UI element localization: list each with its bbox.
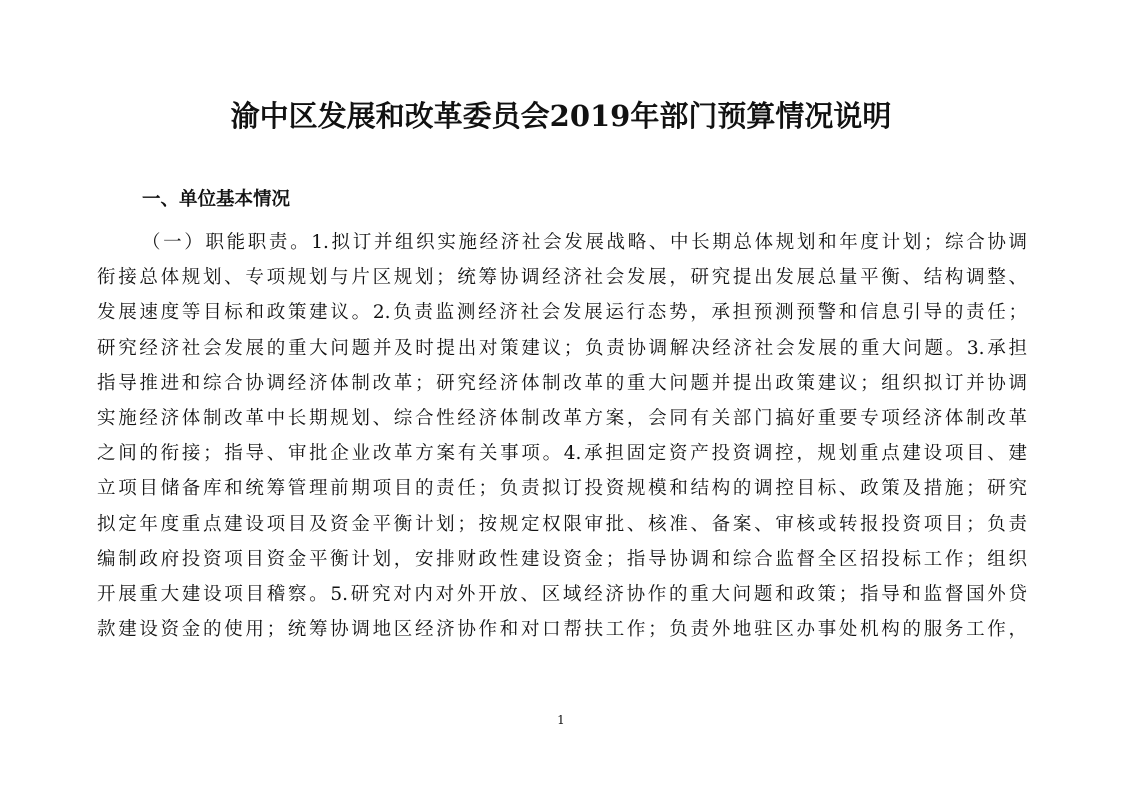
paragraph-line: 拟定年度重点建设项目及资金平衡计划；按规定权限审批、核准、备案、审核或转报投资项目；负责 <box>97 513 1027 535</box>
page-number: 1 <box>557 713 565 727</box>
page-title: 渝中区发展和改革委员会2019年部门预算情况说明 <box>230 99 892 133</box>
paragraph-body <box>97 225 1027 647</box>
paragraph-line: 实施经济体制改革中长期规划、综合性经济体制改革方案，会同有关部门搞好重要专项经济体制改革 <box>97 407 1027 429</box>
paragraph-line: 款建设资金的使用；统筹协调地区经济协作和对口帮扶工作；负责外地驻区办事处机构的服务工作， <box>97 619 1027 641</box>
paragraph-line: 指导推进和综合协调经济体制改革；研究经济体制改革的重大问题并提出政策建议；组织拟订并协调 <box>97 372 1027 394</box>
paragraph-line: 研究经济社会发展的重大问题并及时提出对策建议；负责协调解决经济社会发展的重大问题。3.承担 <box>97 337 1027 359</box>
paragraph-line: 编制政府投资项目资金平衡计划，安排财政性建设资金；指导协调和综合监督全区招投标工作；组织 <box>97 548 1027 570</box>
paragraph-line: 之间的衔接；指导、审批企业改革方案有关事项。4.承担固定资产投资调控，规划重点建设项目、建 <box>97 443 1027 465</box>
paragraph-line: 开展重大建设项目稽察。5.研究对内对外开放、区域经济协作的重大问题和政策；指导和监督国外贷 <box>97 583 1027 605</box>
paragraph-line: 发展速度等目标和政策建议。2.负责监测经济社会发展运行态势，承担预测预警和信息引导的责任； <box>97 302 1027 324</box>
paragraph-line: 衔接总体规划、专项规划与片区规划；统筹协调经济社会发展，研究提出发展总量平衡、结构调整、 <box>97 267 1027 289</box>
paragraph-line: 立项目储备库和统筹管理前期项目的责任；负责拟订投资规模和结构的调控目标、政策及措施；研究 <box>97 478 1027 500</box>
section-heading: 一、单位基本情况 <box>142 189 291 210</box>
paragraph-line: （一）职能职责。1.拟订并组织实施经济社会发展战略、中长期总体规划和年度计划；综合协调 <box>142 232 1027 253</box>
